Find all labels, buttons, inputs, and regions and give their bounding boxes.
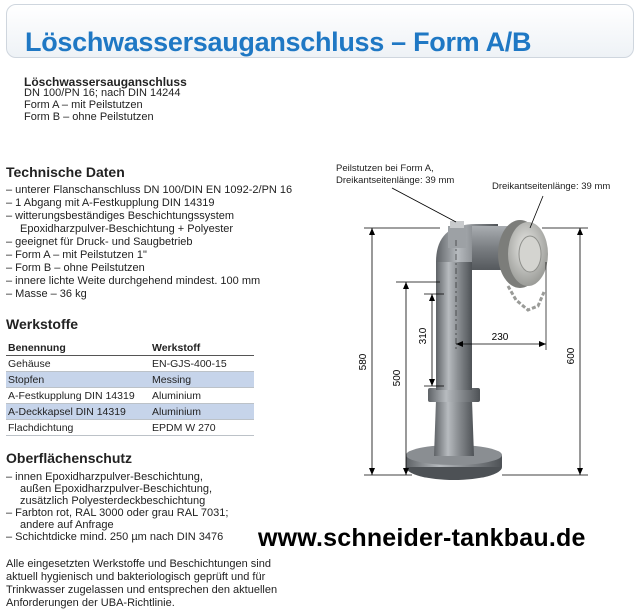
lower-body [434, 400, 474, 456]
table-cell: EPDM W 270 [150, 420, 254, 436]
coupling-chain [508, 286, 544, 310]
column-header: Benennung [6, 340, 150, 356]
intro-line: DN 100/PN 16; nach DIN 14244 [24, 87, 181, 99]
tech-item: – Masse – 36 kg [6, 288, 87, 300]
intro-line: Form B – ohne Peilstutzen [24, 111, 154, 123]
table-cell: Flachdichtung [6, 420, 150, 436]
coupling-center [519, 236, 541, 272]
middle-flange [428, 388, 480, 402]
tech-item: – geeignet für Druck- und Saugbetrieb [6, 236, 193, 248]
final-line: Trinkwasser zugelassen und entsprechen den aktuellen [6, 584, 278, 596]
tech-item: – 1 Abgang mit A-Festkupplung DIN 14319 [6, 197, 215, 209]
peilstutzen-cap [450, 221, 464, 228]
table-cell: A-Deckkapsel DIN 14319 [6, 404, 150, 420]
table-cell: Aluminium [150, 404, 254, 420]
column-header: Werkstoff [150, 340, 254, 356]
table-cell: EN-GJS-400-15 [150, 356, 254, 372]
tech-item: – witterungsbeständiges Beschichtungssystem [6, 210, 235, 222]
table-cell: A-Festkupplung DIN 14319 [6, 388, 150, 404]
table-cell: Stopfen [6, 372, 150, 388]
leader-line [392, 188, 456, 222]
dim-label-310: 310 [418, 327, 429, 345]
leader-line [530, 196, 543, 228]
tech-item: – Form B – ohne Peilstutzen [6, 262, 145, 274]
intro-title: Löschwassersauganschluss [24, 75, 187, 89]
table-cell: Aluminium [150, 388, 254, 404]
dim-label-500: 500 [392, 369, 403, 387]
tech-item: – Form A – mit Peilstutzen 1" [6, 249, 147, 261]
dim-label-230: 230 [491, 332, 509, 343]
tech-item: – innere lichte Weite durchgehend mindest. 100 mm [6, 275, 261, 287]
tech-item: Epoxidharzpulver-Beschichtung + Polyester [20, 223, 234, 235]
surface-item: außen Epoxidharzpulver-Beschichtung, [20, 483, 213, 495]
label-peilstutzen-size: Dreikantseitenlänge: 39 mm [336, 175, 455, 186]
final-line: Alle eingesetzten Werkstoffe und Beschichtungen sind [6, 558, 271, 570]
surface-item: – Schichtdicke mind. 250 µm nach DIN 3476 [6, 531, 224, 543]
tech-heading: Technische Daten [6, 164, 125, 180]
materials-heading: Werkstoffe [6, 316, 79, 332]
surface-heading: Oberflächenschutz [6, 450, 133, 466]
surface-item: andere auf Anfrage [20, 519, 114, 531]
table-cell: Messing [150, 372, 254, 388]
dim-label-580: 580 [358, 353, 369, 371]
dim-label-600: 600 [566, 347, 577, 365]
tech-item: – unterer Flanschanschluss DN 100/DIN EN 1092-2/PN 16 [6, 184, 293, 196]
intro-line: Form A – mit Peilstutzen [24, 99, 143, 111]
final-line: aktuell hygienisch und bakteriologisch geprüft und für [6, 571, 266, 583]
label-dreikant: Dreikantseitenlänge: 39 mm [492, 181, 611, 192]
label-peilstutzen: Peilstutzen bei Form A, [336, 163, 434, 174]
final-line: Anforderungen der UBA-Richtlinie. [6, 597, 175, 609]
surface-item: – Farbton rot, RAL 3000 oder grau RAL 7031; [6, 507, 229, 519]
peilstutzen [448, 226, 466, 248]
table-cell: Gehäuse [6, 356, 150, 372]
vertical-pipe [436, 262, 472, 390]
surface-item: – innen Epoxidharzpulver-Beschichtung, [6, 471, 203, 483]
website-link[interactable]: www.schneider-tankbau.de [258, 524, 586, 552]
surface-item: zusätzlich Polyesterdeckbeschichtung [20, 495, 206, 507]
page-title: Löschwassersauganschluss – Form A/B [25, 27, 532, 57]
